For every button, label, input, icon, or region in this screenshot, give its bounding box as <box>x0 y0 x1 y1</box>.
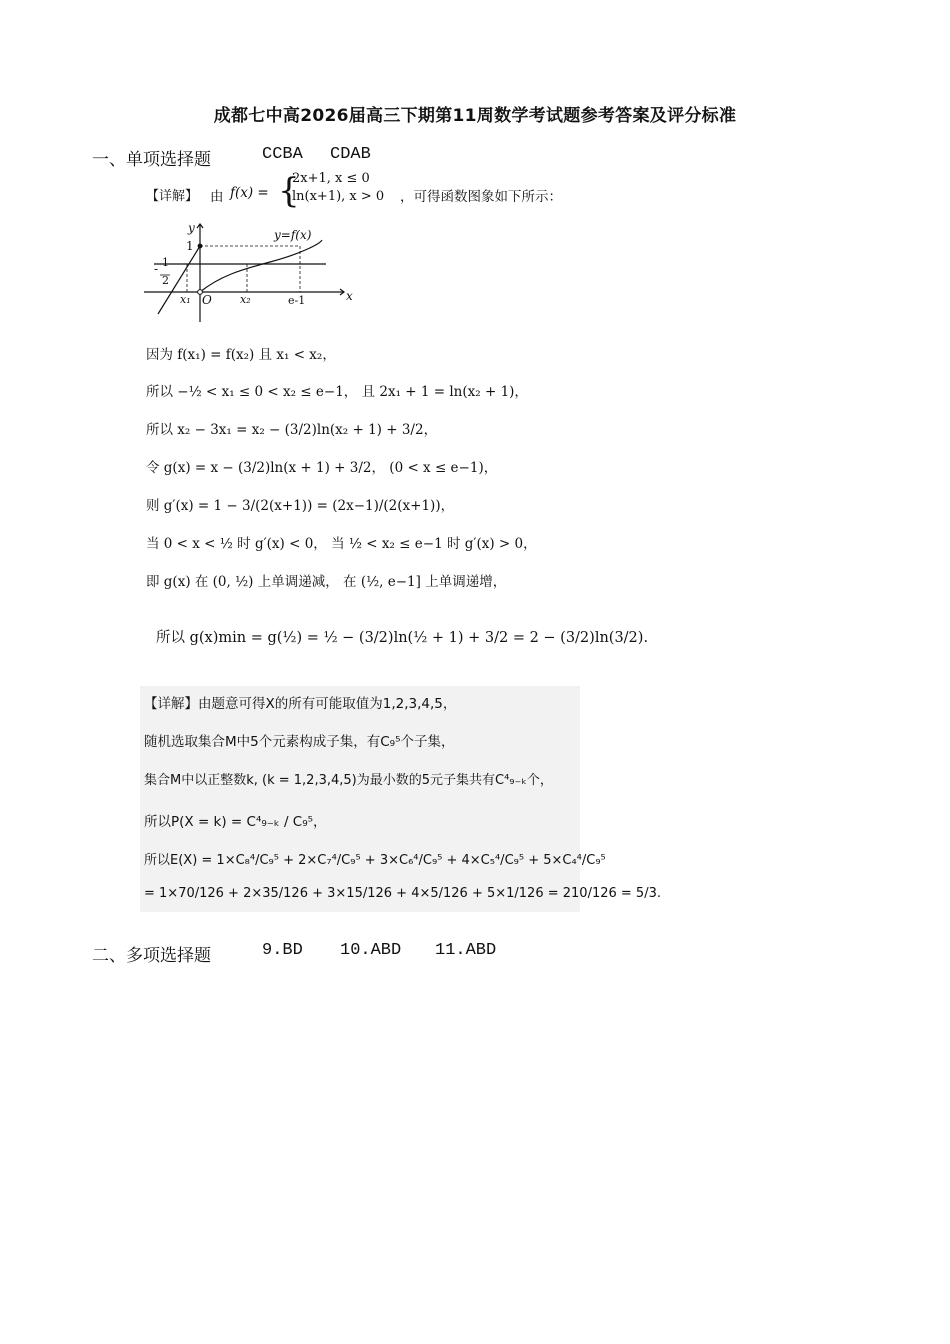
tick-x1: x₁ <box>180 293 191 306</box>
fx-label: f(x) = <box>230 185 269 201</box>
solution2-line-4: 所以P(X = k) = C⁴₉₋ₖ / C₉⁵， <box>144 814 327 830</box>
tick-e1: e-1 <box>288 294 306 307</box>
solution1-line-3: 所以 x₂ − 3x₁ = x₂ − (3/2)ln(x₂ + 1) + 3/2， <box>146 422 438 438</box>
tick-one: 1 <box>186 239 194 253</box>
tick-neg-half-num: 1 <box>162 256 169 269</box>
section2-label: 二、多项选择题 <box>92 946 211 966</box>
solution2-line-1: 【详解】由题意可得X的所有可能取值为1,2,3,4,5， <box>144 696 457 712</box>
section-single-choice <box>92 145 371 170</box>
answer-11: 11.ABD <box>435 941 497 960</box>
detail-tag: 【详解】 <box>146 189 199 204</box>
intro-prefix: 由 <box>210 189 224 205</box>
piece-2: ln(x+1), x > 0 <box>292 189 385 204</box>
tick-origin: O <box>202 293 212 307</box>
curve-label: y=f(x) <box>274 228 312 242</box>
solution1-line-4: 令 g(x) = x − (3/2)ln(x + 1) + 3/2， (0 < x ≤ e−1)， <box>146 460 498 476</box>
answer-group-1: CCBA <box>262 145 303 164</box>
solution2-line-3: 集合M中以正整数k, (k = 1,2,3,4,5)为最小数的5元子集共有C⁴₉₋ₖ个， <box>144 773 553 788</box>
filled-point <box>198 244 203 249</box>
intro-suffix: ，可得函数图象如下所示： <box>400 189 562 205</box>
answer-10: 10.ABD <box>340 941 402 960</box>
section-label: 一、单项选择题 <box>92 150 211 170</box>
solution2-line-6: = 1×70/126 + 2×35/126 + 3×15/126 + 4×5/126 + 5×1/126 = 210/126 = 5/3. <box>144 886 661 901</box>
function-graph <box>140 218 360 330</box>
solution2-line-5: 所以E(X) = 1×C₈⁴/C₉⁵ + 2×C₇⁴/C₉⁵ + 3×C₆⁴/C₉⁵ + 4×C₅⁴/C₉⁵ + 5×C₄⁴/C₉⁵ <box>144 853 606 868</box>
x-axis-label: x <box>346 289 353 303</box>
tick-neg-sign: - <box>154 262 159 276</box>
solution1-line-2: 所以 −½ < x₁ ≤ 0 < x₂ ≤ e−1， 且 2x₁ + 1 = ln(x₂ + 1)， <box>146 384 528 400</box>
log-branch <box>200 240 322 292</box>
y-axis-label: y <box>188 221 195 235</box>
solution1-line-1: 因为 f(x₁) = f(x₂) 且 x₁ < x₂， <box>146 347 336 363</box>
section-multi-choice <box>92 941 497 966</box>
solution1-line-8: 所以 g(x)min = g(½) = ½ − (3/2)ln(½ + 1) + 3/2 = 2 − (3/2)ln(3/2). <box>156 630 649 646</box>
page-title: 成都七中高2026届高三下期第11周数学考试题参考答案及评分标准 <box>213 106 737 126</box>
solution2-box <box>140 686 661 912</box>
solution1-line-7: 即 g(x) 在 (0, ½) 上单调递减， 在 (½, e−1] 上单调递增， <box>146 574 507 590</box>
tick-neg-half-den: 2 <box>162 274 169 287</box>
solution2-line-2: 随机选取集合M中5个元素构成子集，有C₉⁵个子集， <box>144 734 455 750</box>
piece-1: 2x+1, x ≤ 0 <box>292 171 370 186</box>
solution1-line-6: 当 0 < x < ½ 时 g′(x) < 0， 当 ½ < x₂ ≤ e−1 时 g′(x) > 0， <box>146 536 537 552</box>
answer-group-2: CDAB <box>330 145 371 164</box>
answer-9: 9.BD <box>262 941 303 960</box>
tick-x2: x₂ <box>240 293 251 306</box>
solution1-line-5: 则 g′(x) = 1 − 3/(2(x+1)) = (2x−1)/(2(x+1))， <box>146 498 455 514</box>
brace: { <box>278 171 300 211</box>
